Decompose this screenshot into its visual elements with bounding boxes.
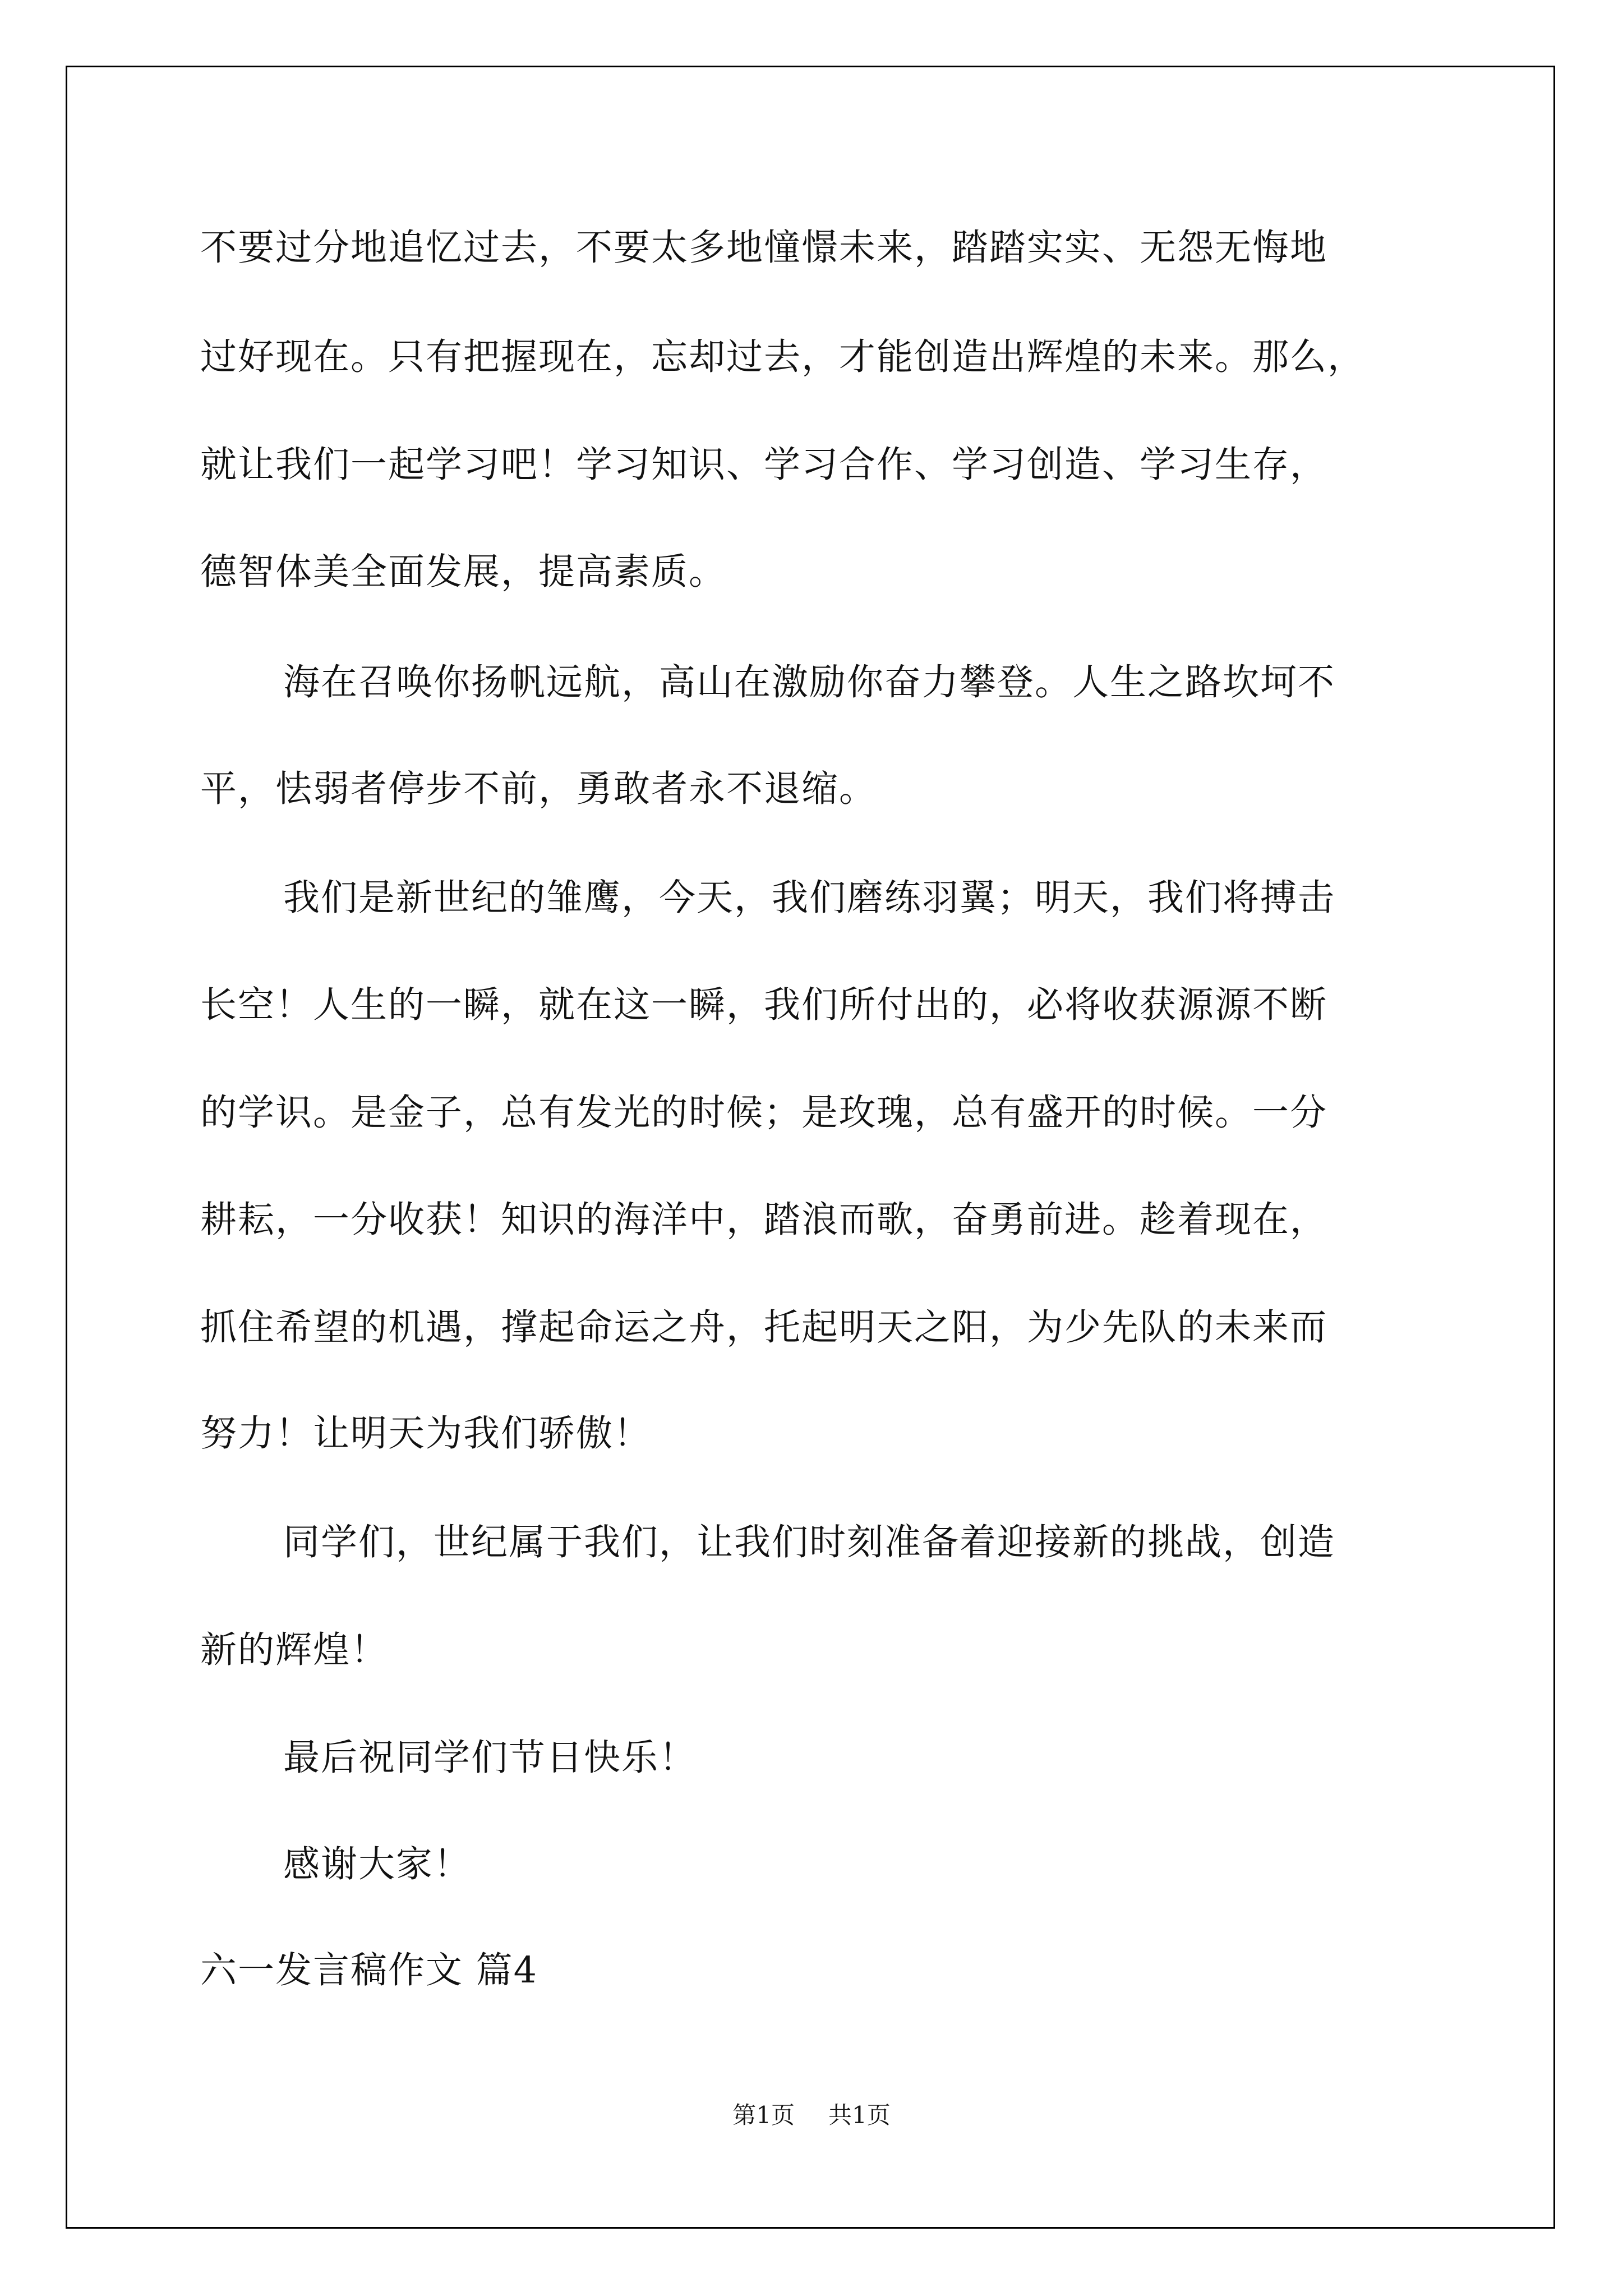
text-line: 长空！人生的一瞬，就在这一瞬，我们所付出的，必将收获源源不断: [200, 984, 1328, 1026]
text-line: 同学们，世纪属于我们，让我们时刻准备着迎接新的挑战，创造: [283, 1521, 1336, 1563]
text-line: 耕耘，一分收获！知识的海洋中，踏浪而歌，奋勇前进。趁着现在，: [200, 1199, 1328, 1241]
page-number: 第1页: [732, 2101, 795, 2129]
text-line: 的学识。是金子，总有发光的时候；是玫瑰，总有盛开的时候。一分: [200, 1092, 1328, 1134]
text-line: 就让我们一起学习吧！学习知识、学习合作、学习创造、学习生存，: [200, 444, 1328, 486]
section-heading: 六一发言稿作文 篇4: [200, 1949, 538, 1991]
text-line: 海在召唤你扬帆远航，高山在激励你奋力攀登。人生之路坎坷不: [283, 661, 1336, 703]
text-line: 最后祝同学们节日快乐！: [283, 1737, 697, 1779]
text-line: 过好现在。只有把握现在，忘却过去，才能创造出辉煌的未来。那么，: [200, 336, 1366, 378]
text-line: 不要过分地追忆过去，不要太多地憧憬未来，踏踏实实、无怨无悔地: [200, 227, 1328, 269]
text-line: 抓住希望的机遇，撑起命运之舟，托起明天之阳，为少先队的未来而: [200, 1306, 1328, 1349]
text-line: 感谢大家！: [283, 1843, 472, 1885]
text-line: 德智体美全面发展，提高素质。: [200, 551, 727, 593]
page-footer: [0, 2101, 1623, 2129]
text-line: 新的辉煌！: [200, 1629, 389, 1671]
page-border: [66, 66, 1555, 2229]
text-line: 平，怯弱者停步不前，勇敢者永不退缩。: [200, 768, 877, 810]
text-line: 努力！让明天为我们骄傲！: [200, 1412, 652, 1455]
text-line: 我们是新世纪的雏鹰，今天，我们磨练羽翼；明天，我们将搏击: [283, 877, 1336, 919]
page-total: 共1页: [828, 2101, 891, 2129]
